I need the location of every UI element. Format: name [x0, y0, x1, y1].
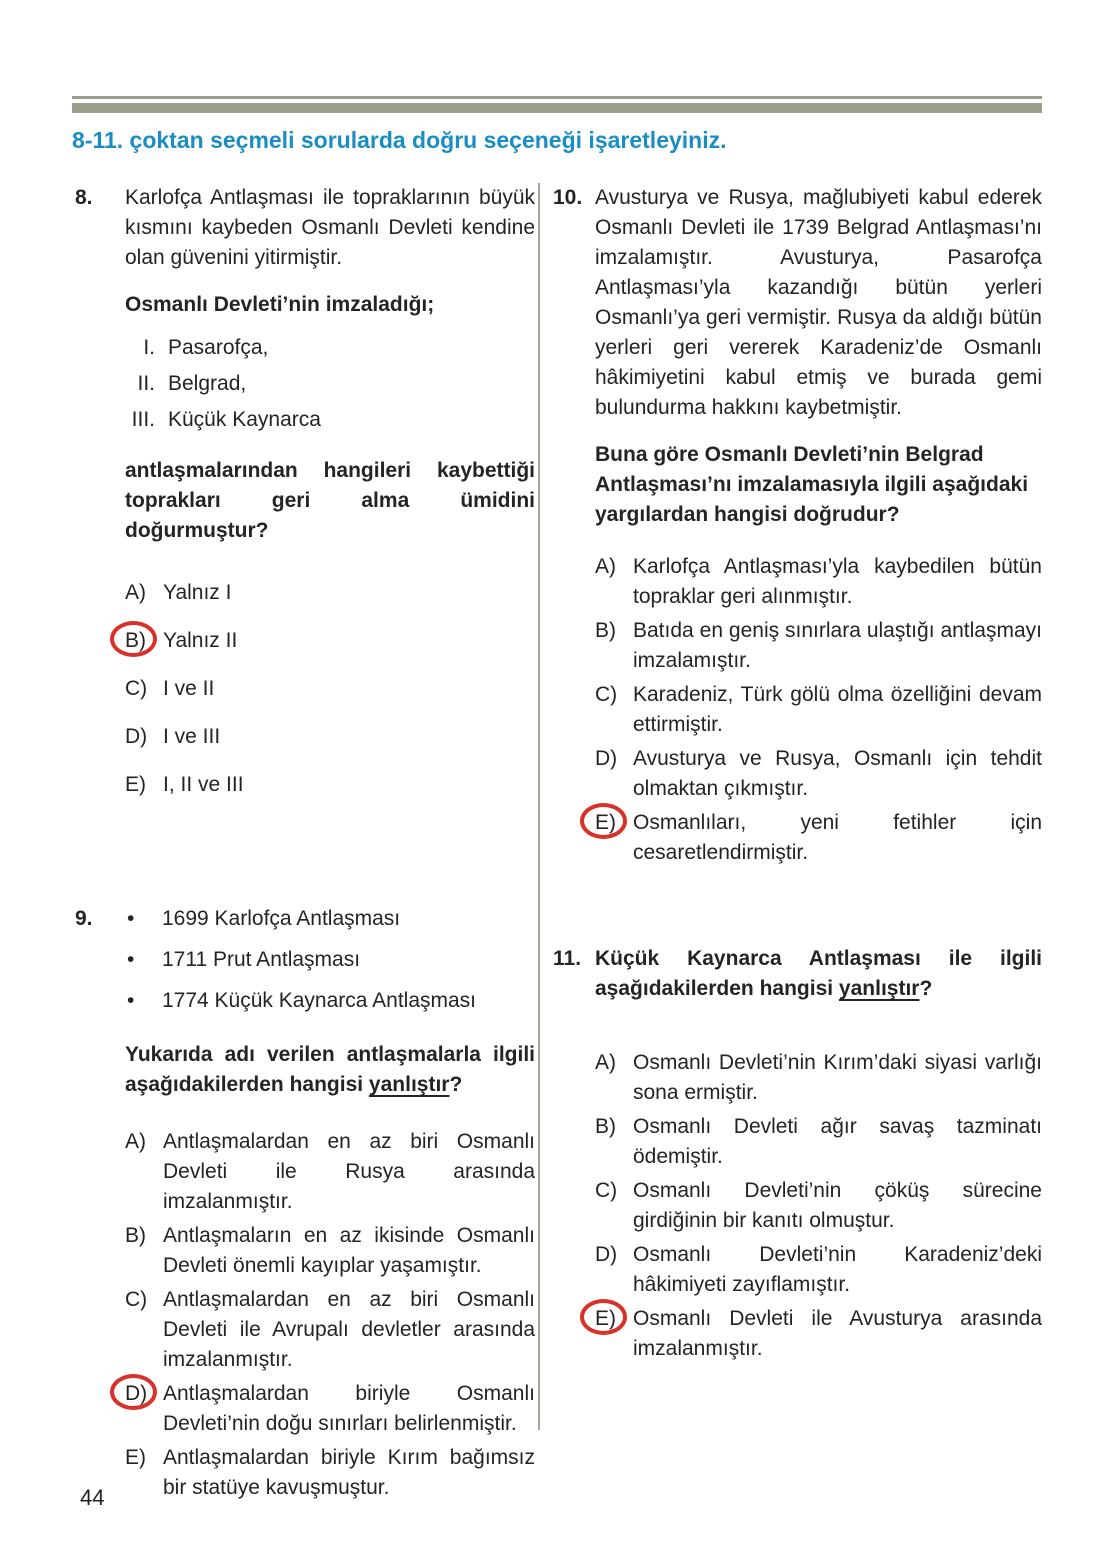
option-9-d[interactable] — [125, 1379, 535, 1439]
bullet-item-2 — [125, 945, 535, 975]
question-11-options — [595, 1048, 1042, 1364]
roman-numeral: I. — [143, 336, 155, 359]
question-9-options — [125, 1127, 535, 1503]
option-letter: C) — [595, 683, 618, 706]
option-letter: D) — [595, 1243, 618, 1266]
page-instruction: 8-11. çoktan seçmeli sorularda doğru seçeneği işaretleyiniz. — [72, 127, 727, 153]
option-letter-wrap — [595, 1048, 633, 1078]
option-letter-wrap — [595, 1240, 633, 1270]
option-letter: D) — [595, 747, 618, 770]
option-letter: A) — [595, 555, 616, 578]
option-10-b[interactable] — [595, 616, 1042, 676]
option-10-e[interactable] — [595, 808, 1042, 868]
option-10-a[interactable] — [595, 552, 1042, 612]
question-9-number: 9. — [75, 907, 93, 930]
bullet-text: 1774 Küçük Kaynarca Antlaşması — [162, 989, 477, 1012]
option-text: Osmanlı Devleti’nin çöküş sürecine girdiğinin bir kanıtı olmuştur. — [633, 1179, 1042, 1232]
roman-numeral: II. — [137, 372, 155, 395]
question-9-body — [125, 904, 535, 1507]
header-rule-thin — [72, 96, 1042, 99]
option-text: Antlaşmalardan en az biri Osmanlı Devleti ile Avrupalı devletler arasında imzalanmıştır. — [163, 1288, 535, 1371]
question-9 — [75, 904, 535, 1507]
question-9-prompt — [125, 1040, 535, 1100]
option-letter: E) — [595, 1307, 616, 1330]
bullet-icon: • — [127, 989, 135, 1012]
question-11 — [553, 944, 1042, 1368]
prompt-underlined: yanlıştır — [838, 977, 920, 1000]
question-10-prompt: Buna göre Osmanlı Devleti’nin Belgrad Antlaşması’nı imzalamasıyla ilgili aşağıdaki yargılardan hangisi doğrudur? — [595, 443, 1029, 526]
option-text: Karadeniz, Türk gölü olma özelliğini devam ettirmiştir. — [633, 683, 1042, 736]
option-8-b[interactable] — [125, 626, 535, 656]
option-text: Avusturya ve Rusya, Osmanlı için tehdit olmaktan çıkmıştır. — [633, 747, 1042, 800]
option-letter: A) — [125, 581, 146, 604]
option-text: Karlofça Antlaşması’yla kaybedilen bütün topraklar geri alınmıştır. — [633, 555, 1042, 608]
option-10-c[interactable] — [595, 680, 1042, 740]
option-letter-wrap — [125, 626, 163, 656]
option-11-c[interactable] — [595, 1176, 1042, 1236]
question-10-body — [595, 183, 1042, 872]
question-8-number: 8. — [75, 186, 93, 209]
bullet-text: 1699 Karlofça Antlaşması — [162, 907, 401, 930]
question-8-roman-list — [125, 333, 535, 435]
option-8-e[interactable] — [125, 770, 535, 800]
question-8-stem: Osmanlı Devleti’nin imzaladığı; — [125, 293, 435, 316]
page-number: 44 — [80, 1485, 105, 1510]
roman-item-2 — [125, 369, 535, 399]
option-9-b[interactable] — [125, 1221, 535, 1281]
option-text: I ve III — [163, 725, 221, 748]
option-text: Batıda en geniş sınırlara ulaştığı antlaşmayı imzalamıştır. — [633, 619, 1042, 672]
column-right — [553, 183, 1042, 1368]
question-9-bullet-list — [125, 904, 535, 1016]
option-text: Antlaşmalardan en az biri Osmanlı Devleti ile Rusya arasında imzalanmıştır. — [163, 1130, 535, 1213]
option-9-c[interactable] — [125, 1285, 535, 1375]
question-8 — [75, 183, 535, 818]
bullet-icon: • — [127, 948, 135, 971]
option-letter-wrap — [595, 808, 633, 838]
option-letter-wrap — [595, 616, 633, 646]
option-text: Antlaşmalardan biriyle Osmanlı Devleti’nin doğu sınırları belirlenmiştir. — [163, 1382, 535, 1435]
roman-text: Belgrad, — [168, 372, 247, 395]
option-letter: B) — [595, 1115, 616, 1138]
option-text: Antlaşmaların en az ikisinde Osmanlı Devleti önemli kayıplar yaşamıştır. — [163, 1224, 535, 1277]
question-11-number: 11. — [553, 947, 582, 970]
option-letter-wrap — [125, 674, 163, 704]
option-text: I ve II — [163, 677, 215, 700]
option-8-d[interactable] — [125, 722, 535, 752]
option-text: Osmanlı Devleti’nin Kırım’daki siyasi varlığı sona ermiştir. — [633, 1051, 1042, 1104]
option-letter: A) — [595, 1051, 616, 1074]
option-letter: C) — [125, 1288, 148, 1311]
question-8-body — [125, 183, 535, 818]
prompt-underlined: yanlıştır — [368, 1073, 450, 1096]
option-letter: D) — [125, 725, 148, 748]
roman-item-1 — [125, 333, 535, 363]
option-letter-wrap — [125, 1285, 163, 1315]
option-letter-wrap — [125, 1379, 163, 1409]
bullet-icon: • — [127, 907, 135, 930]
option-letter-wrap — [595, 1112, 633, 1142]
question-8-intro: Karlofça Antlaşması ile topraklarının büyük kısmını kaybeden Osmanlı Devleti kendine olan güvenini yitirmiştir. — [125, 186, 535, 269]
header-rule-thick — [72, 103, 1042, 113]
option-letter-wrap — [595, 1304, 633, 1334]
option-text: Osmanlı Devleti ağır savaş tazminatı ödemiştir. — [633, 1115, 1042, 1168]
option-8-a[interactable] — [125, 578, 535, 608]
option-letter: A) — [125, 1130, 146, 1153]
option-text: I, II ve III — [163, 773, 244, 796]
prompt-prefix: Yukarıda adı verilen antlaşmalarla ilgili aşağıdakilerden hangisi — [125, 1043, 535, 1096]
option-letter-wrap — [595, 1176, 633, 1206]
option-letter: B) — [125, 1224, 146, 1247]
option-letter: C) — [125, 677, 148, 700]
option-11-a[interactable] — [595, 1048, 1042, 1108]
option-text: Osmanlıları, yeni fetihler için cesaretlendirmiştir. — [633, 811, 1042, 864]
option-letter: B) — [125, 629, 146, 652]
option-letter-wrap — [595, 744, 633, 774]
question-10-number: 10. — [553, 186, 583, 209]
question-11-prompt — [595, 944, 1042, 1004]
prompt-prefix: Küçük Kaynarca Antlaşması ile ilgili aşağıdakilerden hangisi — [595, 947, 1042, 1000]
option-8-c[interactable] — [125, 674, 535, 704]
option-letter: B) — [595, 619, 616, 642]
option-text: Antlaşmalardan biriyle Kırım bağımsız bir statüye kavuşmuştur. — [163, 1446, 535, 1499]
column-left — [75, 183, 535, 1507]
option-letter: D) — [125, 1382, 148, 1405]
question-10-intro: Avusturya ve Rusya, mağlubiyeti kabul ederek Osmanlı Devleti ile 1739 Belgrad Antlaşması’nı imzalamıştır. Avusturya, Pasarofça Antlaşması’yla kazandığı bütün yerleri Osmanlı’ya geri vermiştir. Rusya da aldığı bütün yerleri geri vererek Karadeniz’de Osmanlı hâkimiyetini kabul etmiş ve burada gemi bulundurma hakkını kaybetmiştir. — [595, 186, 1042, 419]
option-letter: E) — [125, 1446, 146, 1469]
option-letter: E) — [125, 773, 146, 796]
question-11-body — [595, 944, 1042, 1368]
roman-text: Küçük Kaynarca — [168, 408, 321, 431]
roman-text: Pasarofça, — [168, 336, 269, 359]
prompt-suffix: ? — [449, 1073, 463, 1096]
option-10-d[interactable] — [595, 744, 1042, 804]
bullet-text: 1711 Prut Antlaşması — [162, 948, 361, 971]
option-letter-wrap — [125, 1443, 163, 1473]
question-10-options — [595, 552, 1042, 868]
roman-numeral: III. — [131, 408, 155, 431]
option-letter: C) — [595, 1179, 618, 1202]
option-letter-wrap — [125, 578, 163, 608]
question-10 — [553, 183, 1042, 872]
roman-item-3 — [125, 405, 535, 435]
column-divider — [538, 183, 540, 1430]
bullet-item-1 — [125, 904, 535, 934]
question-8-options — [125, 578, 535, 800]
option-11-d[interactable] — [595, 1240, 1042, 1300]
option-letter-wrap — [125, 1221, 163, 1251]
question-8-prompt: antlaşmalarından hangileri kaybettiği toprakları geri alma ümidini doğurmuştur? — [125, 459, 535, 542]
option-9-a[interactable] — [125, 1127, 535, 1217]
option-letter-wrap — [595, 680, 633, 710]
option-letter-wrap — [125, 770, 163, 800]
option-text: Yalnız II — [163, 629, 238, 652]
option-text: Osmanlı Devleti ile Avusturya arasında imzalanmıştır. — [633, 1307, 1042, 1360]
bullet-item-3 — [125, 986, 535, 1016]
option-11-e[interactable] — [595, 1304, 1042, 1364]
option-text: Yalnız I — [163, 581, 232, 604]
option-text: Osmanlı Devleti’nin Karadeniz’deki hâkimiyeti zayıflamıştır. — [633, 1243, 1042, 1296]
option-letter-wrap — [125, 722, 163, 752]
page-content — [75, 183, 1042, 1507]
prompt-suffix: ? — [919, 977, 933, 1000]
option-11-b[interactable] — [595, 1112, 1042, 1172]
option-letter-wrap — [595, 552, 633, 582]
option-letter-wrap — [125, 1127, 163, 1157]
option-letter: E) — [595, 811, 616, 834]
option-9-e[interactable] — [125, 1443, 535, 1503]
